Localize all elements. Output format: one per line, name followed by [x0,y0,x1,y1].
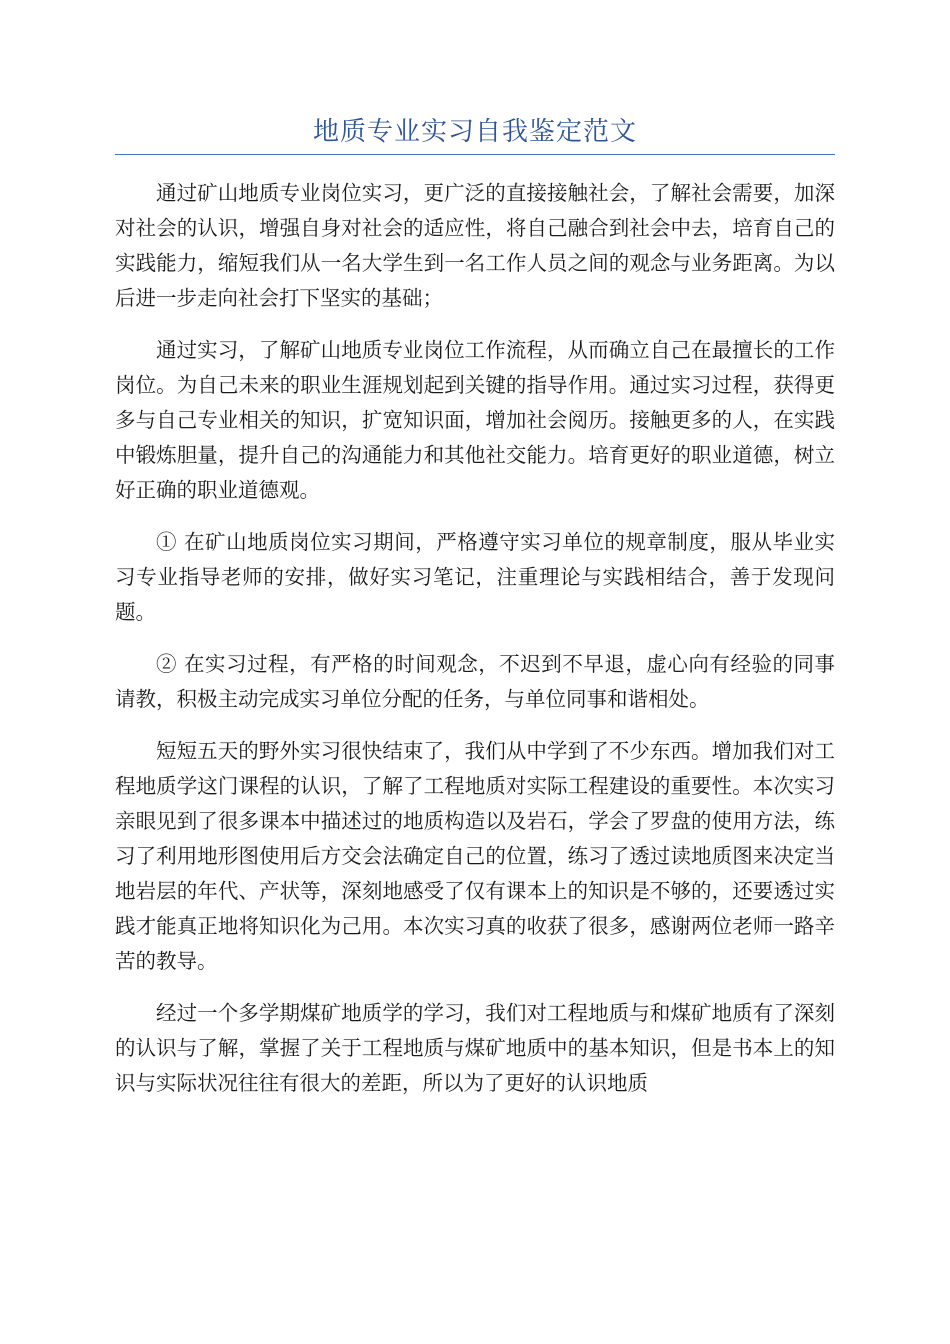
paragraph: ① 在矿山地质岗位实习期间，严格遵守实习单位的规章制度，服从毕业实习专业指导老师的安排，做好实习笔记，注重理论与实践相结合，善于发现问题。 [115,530,835,624]
paragraph: 通过矿山地质专业岗位实习，更广泛的直接接触社会，了解社会需要，加深对社会的认识，增强自身对社会的适应性，将自己融合到社会中去，培育自己的实践能力，缩短我们从一名大学生到一名工作人员之间的观念与业务距离。为以后进一步走向社会打下坚实的基础； [115,181,835,310]
paragraph: 经过一个多学期煤矿地质学的学习，我们对工程地质与和煤矿地质有了深刻的认识与了解，掌握了关于工程地质与煤矿地质中的基本知识，但是书本上的知识与实际状况往往有很大的差距，所以为了更好的认识地质 [115,1001,835,1095]
document-title: 地质专业实习自我鉴定范文 [312,117,637,147]
paragraph: 短短五天的野外实习很快结束了，我们从中学到了不少东西。增加我们对工程地质学这门课程的认识，了解了工程地质对实际工程建设的重要性。本次实习亲眼见到了很多课本中描述过的地质构造以及岩石，学会了罗盘的使用方法，练习了利用地形图使用后方交会法确定自己的位置，练习了透过读地质图来决定当地岩层的年代、产状等，深刻地感受了仅有课本上的知识是不够的，还要透过实践才能真正地将知识化为己用。本次实习真的收获了很多，感谢两位老师一路辛苦的教导。 [115,739,835,973]
paragraph: ② 在实习过程，有严格的时间观念，不迟到不早退，虚心向有经验的同事请教，积极主动完成实习单位分配的任务，与单位同事和谐相处。 [115,652,835,711]
title-underline [115,154,835,155]
paragraph: 通过实习，了解矿山地质专业岗位工作流程，从而确立自己在最擅长的工作岗位。为自己未来的职业生涯规划起到关键的指导作用。通过实习过程，获得更多与自己专业相关的知识，扩宽知识面，增加社会阅历。接触更多的人，在实践中锻炼胆量，提升自己的沟通能力和其他社交能力。培育更好的职业道德，树立好正确的职业道德观。 [115,338,835,502]
document-body [115,176,835,1118]
